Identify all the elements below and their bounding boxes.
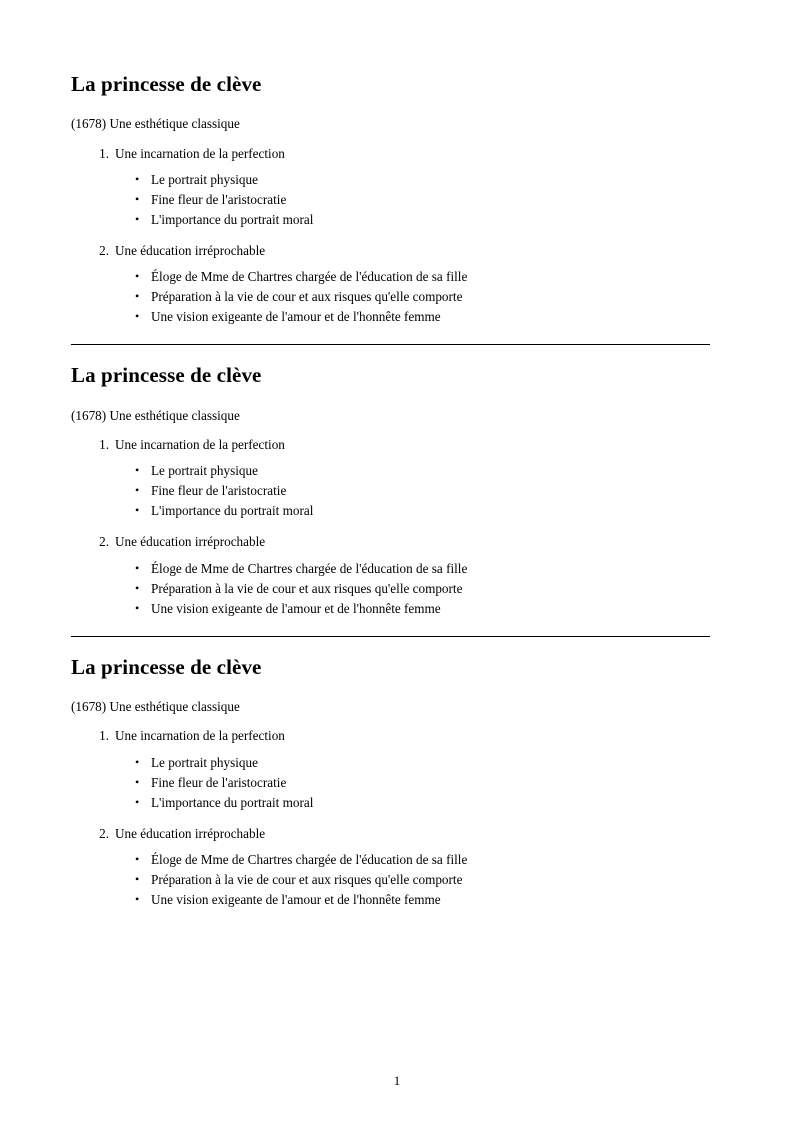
outline-sublist xyxy=(115,559,710,619)
bullet-icon: • xyxy=(135,269,140,284)
list-item-label: Fine fleur de l'aristocratie xyxy=(151,483,287,499)
section-title: La princesse de clève xyxy=(71,363,262,388)
outline-item xyxy=(71,727,710,812)
bullet-icon: • xyxy=(135,872,140,886)
page-number: 1 xyxy=(393,1073,401,1088)
list-item-label: Une vision exigeante de l'amour et de l'honnête femme xyxy=(151,600,441,616)
outline-sublist xyxy=(115,267,710,327)
section-subtitle: (1678) Une esthétique classique xyxy=(71,407,240,423)
list-item xyxy=(115,190,710,210)
outline-sublist xyxy=(115,461,710,521)
outline-section xyxy=(71,72,710,327)
outline-section xyxy=(71,636,710,910)
list-item xyxy=(115,307,710,327)
outline-item-label: Une éducation irréprochable xyxy=(115,534,266,550)
outline-item-number: 1. xyxy=(99,145,109,161)
bullet-icon: • xyxy=(135,309,140,324)
bullet-icon: • xyxy=(135,600,140,615)
outline-item-number: 2. xyxy=(99,825,109,841)
outline-list xyxy=(71,436,710,619)
list-item-label: Une vision exigeante de l'amour et de l'honnête femme xyxy=(151,892,441,908)
list-item-label: Le portrait physique xyxy=(151,171,258,187)
outline-item-label: Une incarnation de la perfection xyxy=(115,437,285,453)
bullet-icon: • xyxy=(135,754,140,769)
list-item xyxy=(115,170,710,190)
list-item-label: L'importance du portrait moral xyxy=(151,794,314,810)
list-item-label: Préparation à la vie de cour et aux risques qu'elle comporte xyxy=(151,580,463,596)
list-item-label: Préparation à la vie de cour et aux risques qu'elle comporte xyxy=(151,289,463,305)
list-item-label: L'importance du portrait moral xyxy=(151,211,314,227)
list-item xyxy=(115,481,710,501)
outline-section xyxy=(71,344,710,618)
list-item-label: L'importance du portrait moral xyxy=(151,503,314,519)
list-item xyxy=(115,773,710,793)
bullet-icon: • xyxy=(135,794,140,809)
section-subtitle: (1678) Une esthétique classique xyxy=(71,116,240,132)
list-item-label: Une vision exigeante de l'amour et de l'honnête femme xyxy=(151,309,441,325)
outline-item-number: 1. xyxy=(99,437,109,453)
list-item-label: Préparation à la vie de cour et aux risques qu'elle comporte xyxy=(151,872,463,887)
list-item xyxy=(115,793,710,813)
section-subtitle: (1678) Une esthétique classique xyxy=(71,698,240,714)
list-item xyxy=(115,870,710,890)
outline-item xyxy=(71,145,710,230)
list-item-label: Fine fleur de l'aristocratie xyxy=(151,774,287,790)
outline-item-number: 1. xyxy=(99,728,109,744)
outline-list xyxy=(71,727,710,910)
list-item xyxy=(115,287,710,307)
outline-item-label: Une éducation irréprochable xyxy=(115,243,266,259)
outline-item xyxy=(71,242,710,327)
bullet-icon: • xyxy=(135,503,140,518)
outline-sublist xyxy=(115,170,710,230)
bullet-icon: • xyxy=(135,191,140,206)
outline-item-number: 2. xyxy=(99,243,109,259)
list-item-label: Fine fleur de l'aristocratie xyxy=(151,191,287,207)
bullet-icon: • xyxy=(135,774,140,789)
list-item xyxy=(115,850,710,870)
list-item-label: Éloge de Mme de Chartres chargée de l'éducation de sa fille xyxy=(151,560,468,576)
outline-item-label: Une incarnation de la perfection xyxy=(115,728,285,744)
bullet-icon: • xyxy=(135,851,140,866)
outline-item-number: 2. xyxy=(99,534,109,550)
list-item xyxy=(115,579,710,599)
outline-sublist xyxy=(115,753,710,813)
bullet-icon: • xyxy=(135,289,140,304)
list-item xyxy=(115,461,710,481)
bullet-icon: • xyxy=(135,463,140,478)
bullet-icon: • xyxy=(135,171,140,186)
outline-sublist xyxy=(115,850,710,910)
outline-item xyxy=(71,825,710,910)
section-title: La princesse de clève xyxy=(71,654,262,679)
list-item-label: Éloge de Mme de Chartres chargée de l'éducation de sa fille xyxy=(151,269,468,285)
list-item xyxy=(115,210,710,230)
list-item-label: Le portrait physique xyxy=(151,754,258,770)
bullet-icon: • xyxy=(135,892,140,907)
section-title: La princesse de clève xyxy=(71,72,262,96)
list-item xyxy=(115,559,710,579)
bullet-icon: • xyxy=(135,560,140,575)
outline-item xyxy=(71,436,710,521)
list-item xyxy=(115,267,710,287)
outline-item-label: Une incarnation de la perfection xyxy=(115,145,285,161)
list-item-label: Éloge de Mme de Chartres chargée de l'éducation de sa fille xyxy=(151,851,468,867)
outline-list xyxy=(71,145,710,328)
list-item xyxy=(115,890,710,910)
list-item xyxy=(115,599,710,619)
list-item-label: Le portrait physique xyxy=(151,463,258,479)
bullet-icon: • xyxy=(135,211,140,226)
bullet-icon: • xyxy=(135,483,140,498)
list-item xyxy=(115,753,710,773)
bullet-icon: • xyxy=(135,580,140,595)
outline-item-label: Une éducation irréprochable xyxy=(115,825,266,841)
list-item xyxy=(115,501,710,521)
outline-item xyxy=(71,533,710,618)
